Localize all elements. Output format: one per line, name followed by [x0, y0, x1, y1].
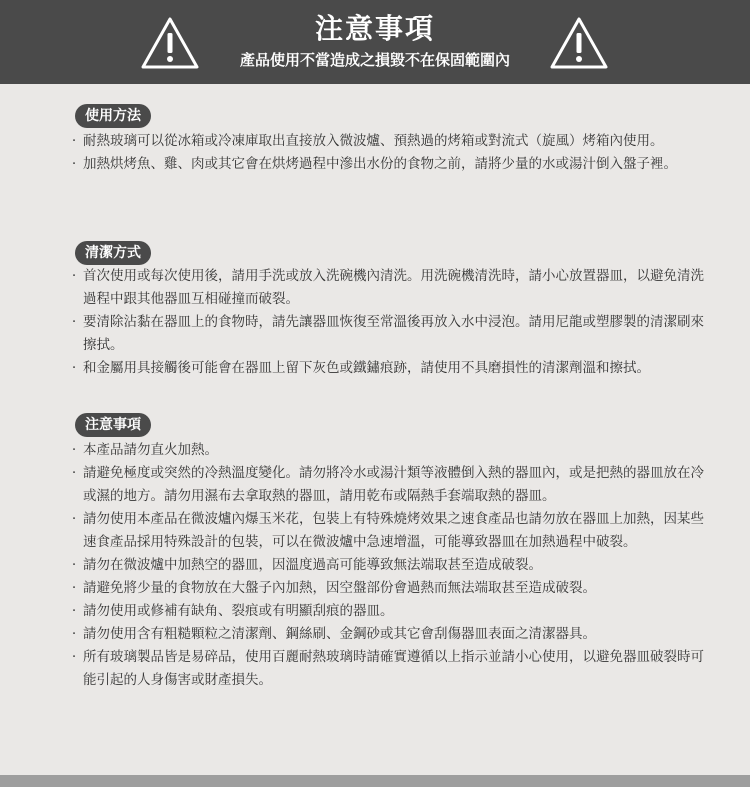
list-item: ‧ 請避免極度或突然的冷熱溫度變化。請勿將冷水或湯汁類等液體倒入熱的器皿內，或是把熱的器皿放在冷或濕的地方。請勿用濕布去拿取熱的器皿，請用乾布或隔熱手套端取熱的器皿。: [68, 462, 708, 508]
bullet: ‧: [71, 268, 77, 284]
list-item: ‧ 請勿使用本產品在微波爐內爆玉米花，包裝上有特殊燒烤效果之速食產品也請勿放在器皿上加熱，因某些速食產品採用特殊設計的包裝，可以在微波爐中急速增溫，可能導致器皿在加熱過程中破裂。: [68, 508, 708, 554]
list-item: ‧ 請避免將少量的食物放在大盤子內加熱，因空盤部份會過熱而無法端取甚至造成破裂。: [68, 577, 708, 600]
section-cautions-list: [68, 439, 708, 692]
page-title: 注意事項: [314, 12, 435, 45]
list-item: ‧ 本產品請勿直火加熱。: [68, 439, 708, 462]
list-item: ‧ 首次使用或每次使用後，請用手洗或放入洗碗機內清洗。用洗碗機清洗時，請小心放置器皿，以避免清洗過程中跟其他器皿互相碰撞而破裂。: [68, 265, 708, 311]
list-item: ‧ 所有玻璃製品皆是易碎品，使用百麗耐熱玻璃時請確實遵循以上指示並請小心使用，以避免器皿破裂時可能引起的人身傷害或財產損失。: [68, 646, 708, 692]
list-item: ‧ 加熱烘烤魚、雞、肉或其它會在烘烤過程中滲出水份的食物之前，請將少量的水或湯汁倒入盤子裡。: [68, 153, 708, 176]
bullet: ‧: [71, 156, 77, 172]
warning-triangle-icon: [549, 16, 609, 70]
page-subtitle: 產品使用不當造成之損毀不在保固範圍內: [239, 51, 510, 69]
header-banner: [0, 0, 750, 84]
bullet: ‧: [71, 580, 77, 596]
list-item: ‧ 要清除沾黏在器皿上的食物時，請先讓器皿恢復至常溫後再放入水中浸泡。請用尼龍或塑膠製的清潔刷來擦拭。: [68, 311, 708, 357]
footer-bar: [0, 775, 750, 787]
bullet: ‧: [71, 626, 77, 642]
bullet: ‧: [71, 649, 77, 665]
section-label-usage: 使用方法: [75, 104, 151, 128]
bullet: ‧: [71, 465, 77, 481]
bullet: ‧: [71, 360, 77, 376]
list-item: ‧ 請勿使用或修補有缺角、裂痕或有明顯刮痕的器皿。: [68, 600, 708, 623]
bullet: ‧: [71, 603, 77, 619]
list-item: ‧ 和金屬用具接觸後可能會在器皿上留下灰色或鐵鏽痕跡，請使用不具磨損性的清潔劑溫和擦拭。: [68, 357, 708, 380]
section-cleaning-list: [68, 265, 708, 380]
list-item: ‧ 耐熱玻璃可以從冰箱或冷凍庫取出直接放入微波爐、預熱過的烤箱或對流式（旋風）烤箱內使用。: [68, 130, 708, 153]
bullet: ‧: [71, 442, 77, 458]
section-label-cautions: 注意事項: [75, 413, 151, 437]
section-usage-list: [68, 130, 708, 176]
list-item: ‧ 請勿使用含有粗糙顆粒之清潔劑、鋼絲刷、金鋼砂或其它會刮傷器皿表面之清潔器具。: [68, 623, 708, 646]
list-item: ‧ 請勿在微波爐中加熱空的器皿，因溫度過高可能導致無法端取甚至造成破裂。: [68, 554, 708, 577]
bullet: ‧: [71, 314, 77, 330]
bullet: ‧: [71, 557, 77, 573]
bullet: ‧: [71, 511, 77, 527]
section-label-cleaning: 清潔方式: [75, 241, 151, 265]
bullet: ‧: [71, 133, 77, 149]
